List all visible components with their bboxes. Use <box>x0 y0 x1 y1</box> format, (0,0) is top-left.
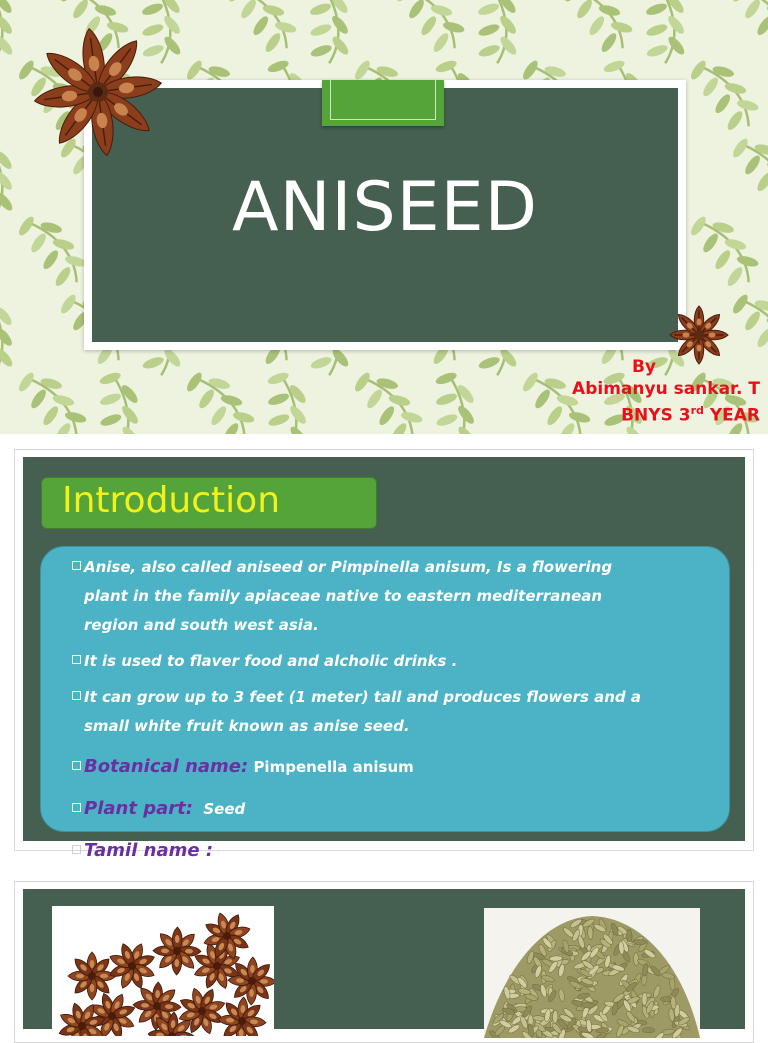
list-item <box>72 752 712 782</box>
page-title: ANISEED <box>232 168 538 247</box>
bullet-square-icon <box>72 691 81 700</box>
botanical-name-value: Pimpenella anisum <box>253 758 414 776</box>
plant-part-label: Plant part: <box>84 798 193 819</box>
author-name: Abimanyu sankar. T <box>572 379 760 399</box>
bullet-square-icon <box>72 803 81 812</box>
author-course-suffix: YEAR <box>703 405 760 426</box>
anise-seed-photo <box>484 908 700 1038</box>
author-course-sup: rd <box>690 404 704 417</box>
bullet-square-icon <box>72 845 81 854</box>
list-item <box>72 794 712 824</box>
bullet-text: Anise, also called aniseed or Pimpinella anisum, Is a flowering <box>84 558 613 576</box>
bullet-line: small white fruit known as anise seed. <box>84 717 410 735</box>
anise-seed-pile-image <box>484 908 700 1038</box>
star-anise-photo <box>52 906 274 1036</box>
bullet-line <box>72 647 712 676</box>
title-slide <box>0 0 768 434</box>
author-by: By <box>631 357 656 377</box>
title-card-tab <box>322 80 444 126</box>
tamil-name-label: Tamil name : <box>84 840 214 861</box>
list-item <box>72 683 712 741</box>
bullet-line <box>72 553 712 582</box>
bullet-line <box>72 683 712 712</box>
bullet-square-icon <box>72 561 81 570</box>
star-anise-icon <box>666 302 732 368</box>
bullet-line: region and south west asia. <box>84 616 319 634</box>
botanical-name-label: Botanical name: <box>84 756 249 777</box>
list-item <box>72 553 712 640</box>
bullet-line: plant in the family apiaceae native to eastern mediterranean <box>84 587 603 605</box>
star-anise-icon <box>18 22 178 162</box>
bullet-square-icon <box>72 655 81 664</box>
author-course <box>520 400 760 427</box>
author-course-prefix: BNYS 3 <box>621 405 691 426</box>
star-anise-pile-image <box>52 906 274 1036</box>
intro-heading: Introduction <box>41 477 377 529</box>
bullet-square-icon <box>72 761 81 770</box>
bullet-text: It is used to flaver food and alcholic drinks . <box>84 652 458 670</box>
list-item <box>72 836 712 866</box>
plant-part-value: Seed <box>203 800 246 818</box>
title-card-tab-line <box>330 80 436 120</box>
bullet-text: It can grow up to 3 feet (1 meter) tall and produces flowers and a <box>84 688 642 706</box>
list-item <box>72 647 712 676</box>
